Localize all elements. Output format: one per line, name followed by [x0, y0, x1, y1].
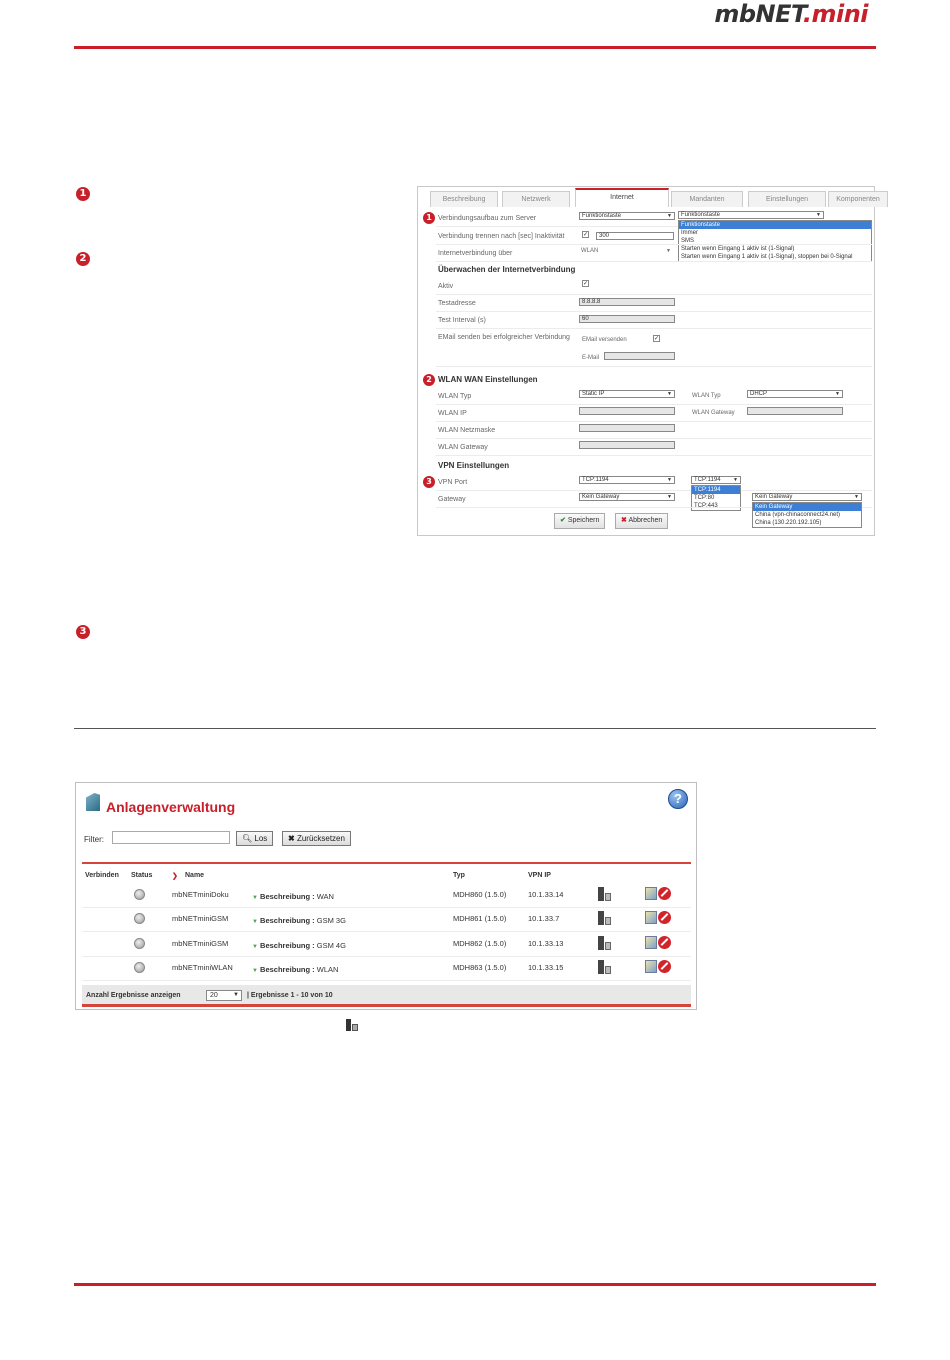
page-title: Anlagenverwaltung	[106, 799, 236, 815]
monitor-active-checkbox[interactable]: ✓	[583, 281, 589, 287]
wlan-heading: WLAN WAN Einstellungen	[438, 375, 538, 384]
disconnect-input[interactable]: 300	[596, 232, 674, 240]
wlan-netmask-label: WLAN Netzmaske	[438, 427, 496, 434]
reset-label: Zurücksetzen	[296, 834, 345, 843]
wlan-gateway-label: WLAN Gateway	[438, 444, 488, 451]
delete-icon[interactable]	[658, 936, 671, 949]
expand-triangle-icon[interactable]: ▼	[252, 895, 258, 901]
cancel-label: Abbrechen	[628, 517, 663, 524]
option-tcp-443[interactable]: TCP:443	[694, 503, 718, 509]
tab-mandanten[interactable]: Mandanten	[671, 191, 743, 207]
device-vpn-ip: 10.1.33.14	[528, 890, 564, 899]
description-value: GSM 3G	[316, 916, 346, 925]
page-size-label: Anzahl Ergebnisse anzeigen	[86, 992, 181, 999]
table-footer	[82, 985, 691, 1007]
gateway-value: Kein Gateway	[582, 494, 620, 500]
vpn-port-label: VPN Port	[438, 479, 468, 486]
device-type: MDH862 (1.5.0)	[453, 939, 507, 948]
search-label: Los	[254, 834, 268, 843]
col-status[interactable]: Status	[131, 872, 153, 879]
option-sms[interactable]: SMS	[681, 238, 695, 244]
connection-select-open[interactable]	[678, 211, 824, 219]
device-config-icon[interactable]	[598, 887, 611, 902]
status-indicator	[134, 889, 145, 900]
device-description	[252, 892, 334, 901]
wlan-ip-input[interactable]	[579, 407, 675, 415]
device-name[interactable]: mbNETminiGSM	[172, 939, 229, 948]
chevron-down-icon: ▼	[666, 248, 671, 254]
option-kein-gateway[interactable]: Kein Gateway	[753, 503, 861, 511]
edit-icon[interactable]	[645, 911, 657, 924]
close-icon: ✖	[288, 834, 295, 843]
description-label: Beschreibung :	[260, 916, 315, 925]
chevron-down-icon: ▼	[667, 391, 672, 397]
vpn-port-select-open[interactable]	[691, 476, 741, 484]
search-icon: 🔍︎	[242, 834, 253, 843]
option-funktionstaste[interactable]: Funktionstaste	[679, 221, 871, 229]
wlan-gateway2-label: WLAN Gateway	[692, 410, 735, 416]
chevron-down-icon: ▼	[233, 992, 239, 998]
page-size-select[interactable]	[206, 990, 242, 1001]
chevron-down-icon: ▼	[667, 494, 672, 500]
folder-icon	[86, 793, 100, 811]
chevron-down-icon: ▼	[667, 477, 672, 483]
test-interval-label: Test Interval (s)	[438, 317, 486, 324]
wlan-type-value: Static IP	[582, 391, 605, 397]
test-address-input[interactable]: 8.8.8.8	[579, 298, 675, 306]
tab-netzwerk[interactable]: Netzwerk	[502, 191, 570, 207]
tab-internet[interactable]: Internet	[575, 188, 669, 207]
tab-beschreibung[interactable]: Beschreibung	[430, 191, 498, 207]
product-logo	[714, 0, 868, 28]
internet-row	[436, 245, 872, 262]
description-label: Beschreibung :	[260, 892, 315, 901]
filter-label: Filter:	[84, 835, 104, 844]
check-icon: ✔	[560, 517, 566, 524]
col-vpn-ip[interactable]: VPN IP	[528, 872, 551, 879]
wlan-ip-label: WLAN IP	[438, 410, 467, 417]
monitor-active-label: Aktiv	[438, 283, 454, 290]
internet-label: Internetverbindung über	[438, 250, 513, 257]
close-icon: ✖	[621, 517, 627, 524]
gateway-options-list	[752, 502, 862, 528]
gateway-label: Gateway	[438, 496, 466, 503]
device-description	[252, 916, 346, 925]
save-button[interactable]	[554, 513, 605, 529]
chevron-down-icon: ▼	[854, 494, 859, 500]
callout-marker-2: 2	[76, 252, 90, 266]
disconnect-checkbox[interactable]: ✓	[583, 232, 589, 238]
wlan-netmask-input[interactable]	[579, 424, 675, 432]
option-tcp-80[interactable]: TCP:80	[694, 495, 715, 501]
expand-triangle-icon[interactable]: ▼	[252, 919, 258, 925]
description-value: WAN	[316, 892, 334, 901]
option-eingang-start-stop[interactable]: Starten wenn Eingang 1 aktiv ist (1-Signal), stoppen bei 0-Signal	[681, 254, 853, 260]
logo-text-mini: mini	[811, 0, 868, 28]
device-name[interactable]: mbNETminiWLAN	[172, 963, 233, 972]
wlan-type2-select[interactable]	[747, 390, 843, 398]
device-description	[252, 965, 338, 974]
inline-marker-3: 3	[423, 476, 435, 488]
internet-value[interactable]: WLAN	[581, 248, 599, 254]
wlan-type-select[interactable]	[579, 390, 675, 398]
vpn-heading: VPN Einstellungen	[438, 461, 510, 470]
callout-marker-1: 1	[76, 187, 90, 201]
delete-icon[interactable]	[658, 887, 671, 900]
connection-select-value: Funktionstaste	[582, 213, 622, 219]
callout-marker-3: 3	[76, 625, 90, 639]
edit-icon[interactable]	[645, 887, 657, 900]
logo-text-mbnet: mbNET	[714, 0, 803, 28]
edit-icon[interactable]	[645, 936, 657, 949]
disconnect-label: Verbindung trennen nach [sec] Inaktivität	[438, 233, 565, 240]
header-divider	[74, 46, 876, 49]
search-button[interactable]	[236, 831, 273, 846]
device-type: MDH861 (1.5.0)	[453, 914, 507, 923]
vpn-port-open-value: TCP:1194	[694, 477, 721, 483]
monitor-active-row	[436, 278, 872, 295]
chevron-down-icon: ▼	[667, 213, 672, 219]
description-value: WLAN	[316, 965, 339, 974]
edit-icon[interactable]	[645, 960, 657, 973]
col-name[interactable]: Name	[185, 872, 205, 879]
inline-marker-1: 1	[423, 212, 435, 224]
connection-open-value: Funktionstaste	[681, 212, 721, 218]
tab-komponenten[interactable]: Komponenten	[828, 191, 888, 207]
gateway-select-open[interactable]	[752, 493, 862, 501]
status-indicator	[134, 913, 145, 924]
col-connect[interactable]: Verbinden	[85, 872, 119, 879]
device-name[interactable]: mbNETminiDoku	[172, 890, 229, 899]
email-field-label: E-Mail	[582, 355, 600, 361]
table-row	[82, 908, 691, 932]
results-count: | Ergebnisse 1 - 10 von 10	[247, 992, 333, 999]
tab-einstellungen[interactable]: Einstellungen	[748, 191, 826, 207]
connection-select[interactable]	[579, 212, 675, 220]
option-immer[interactable]: Immer	[681, 230, 698, 236]
delete-icon[interactable]	[658, 911, 671, 924]
status-indicator	[134, 962, 145, 973]
inline-marker-2: 2	[423, 374, 435, 386]
test-interval-input[interactable]: 60	[579, 315, 675, 323]
device-vpn-ip: 10.1.33.15	[528, 963, 564, 972]
col-type[interactable]: Typ	[453, 872, 465, 879]
email-send-checkbox[interactable]: ✓	[654, 336, 660, 342]
expand-triangle-icon[interactable]: ▼	[252, 968, 258, 974]
device-config-icon[interactable]	[598, 960, 611, 975]
device-type: MDH863 (1.5.0)	[453, 963, 507, 972]
device-config-icon	[346, 1019, 358, 1032]
page-size-value: 20	[210, 992, 218, 999]
description-label: Beschreibung :	[260, 941, 315, 950]
device-description	[252, 941, 346, 950]
option-china-ip[interactable]: China (130.220.192.105)	[755, 520, 822, 526]
table-top-line	[82, 862, 691, 864]
table-row	[82, 884, 691, 908]
connection-label: Verbindungsaufbau zum Server	[438, 215, 537, 222]
device-type: MDH860 (1.5.0)	[453, 890, 507, 899]
email-send-label: EMail versenden	[582, 337, 627, 343]
description-value: GSM 4G	[316, 941, 346, 950]
gateway-select[interactable]	[579, 493, 675, 501]
wlan-type-label: WLAN Typ	[438, 393, 472, 400]
reset-button[interactable]	[282, 831, 351, 846]
wlan-gateway-input[interactable]	[579, 441, 675, 449]
help-icon[interactable]: ?	[668, 789, 688, 809]
chevron-down-icon: ▼	[835, 391, 840, 397]
sort-desc-icon[interactable]: ❯	[172, 873, 178, 880]
description-label: Beschreibung :	[260, 965, 315, 974]
chevron-down-icon: ▼	[733, 477, 738, 483]
email-input[interactable]	[604, 352, 675, 360]
monitor-heading: Überwachen der Internetverbindung	[438, 265, 576, 274]
logo-dot: .	[802, 0, 812, 28]
chevron-down-icon: ▼	[816, 212, 821, 218]
device-config-icon[interactable]	[598, 936, 611, 951]
cancel-button[interactable]	[615, 513, 668, 529]
table-row	[82, 933, 691, 957]
filter-input[interactable]	[112, 831, 230, 844]
wlan-type2-value: DHCP	[750, 391, 768, 397]
test-address-label: Testadresse	[438, 300, 476, 307]
option-china-connect[interactable]: China (vpn-chinaconnect24.net)	[755, 512, 841, 518]
table-row	[82, 957, 691, 981]
delete-icon[interactable]	[658, 960, 671, 973]
option-eingang-start[interactable]: Starten wenn Eingang 1 aktiv ist (1-Signal)	[681, 246, 795, 252]
wlan-gateway2-input[interactable]	[747, 407, 843, 415]
option-tcp-1194[interactable]: TCP:1194	[692, 486, 740, 494]
device-management-screenshot	[75, 782, 697, 1010]
status-indicator	[134, 938, 145, 949]
device-config-icon[interactable]	[598, 911, 611, 926]
device-name[interactable]: mbNETminiGSM	[172, 914, 229, 923]
router-settings-screenshot	[417, 186, 880, 536]
footer-divider	[74, 1283, 876, 1286]
device-vpn-ip: 10.1.33.7	[528, 914, 560, 923]
wlan-type2-label: WLAN Typ	[692, 393, 721, 399]
device-vpn-ip: 10.1.33.13	[528, 939, 564, 948]
vpn-port-select[interactable]	[579, 476, 675, 484]
email-label: EMail senden bei erfolgreicher Verbindung	[438, 334, 570, 341]
vpn-port-value: TCP:1194	[582, 477, 609, 483]
gateway-open-value: Kein Gateway	[755, 494, 793, 500]
section-divider	[74, 728, 876, 729]
save-label: Speichern	[567, 517, 600, 524]
expand-triangle-icon[interactable]: ▼	[252, 944, 258, 950]
